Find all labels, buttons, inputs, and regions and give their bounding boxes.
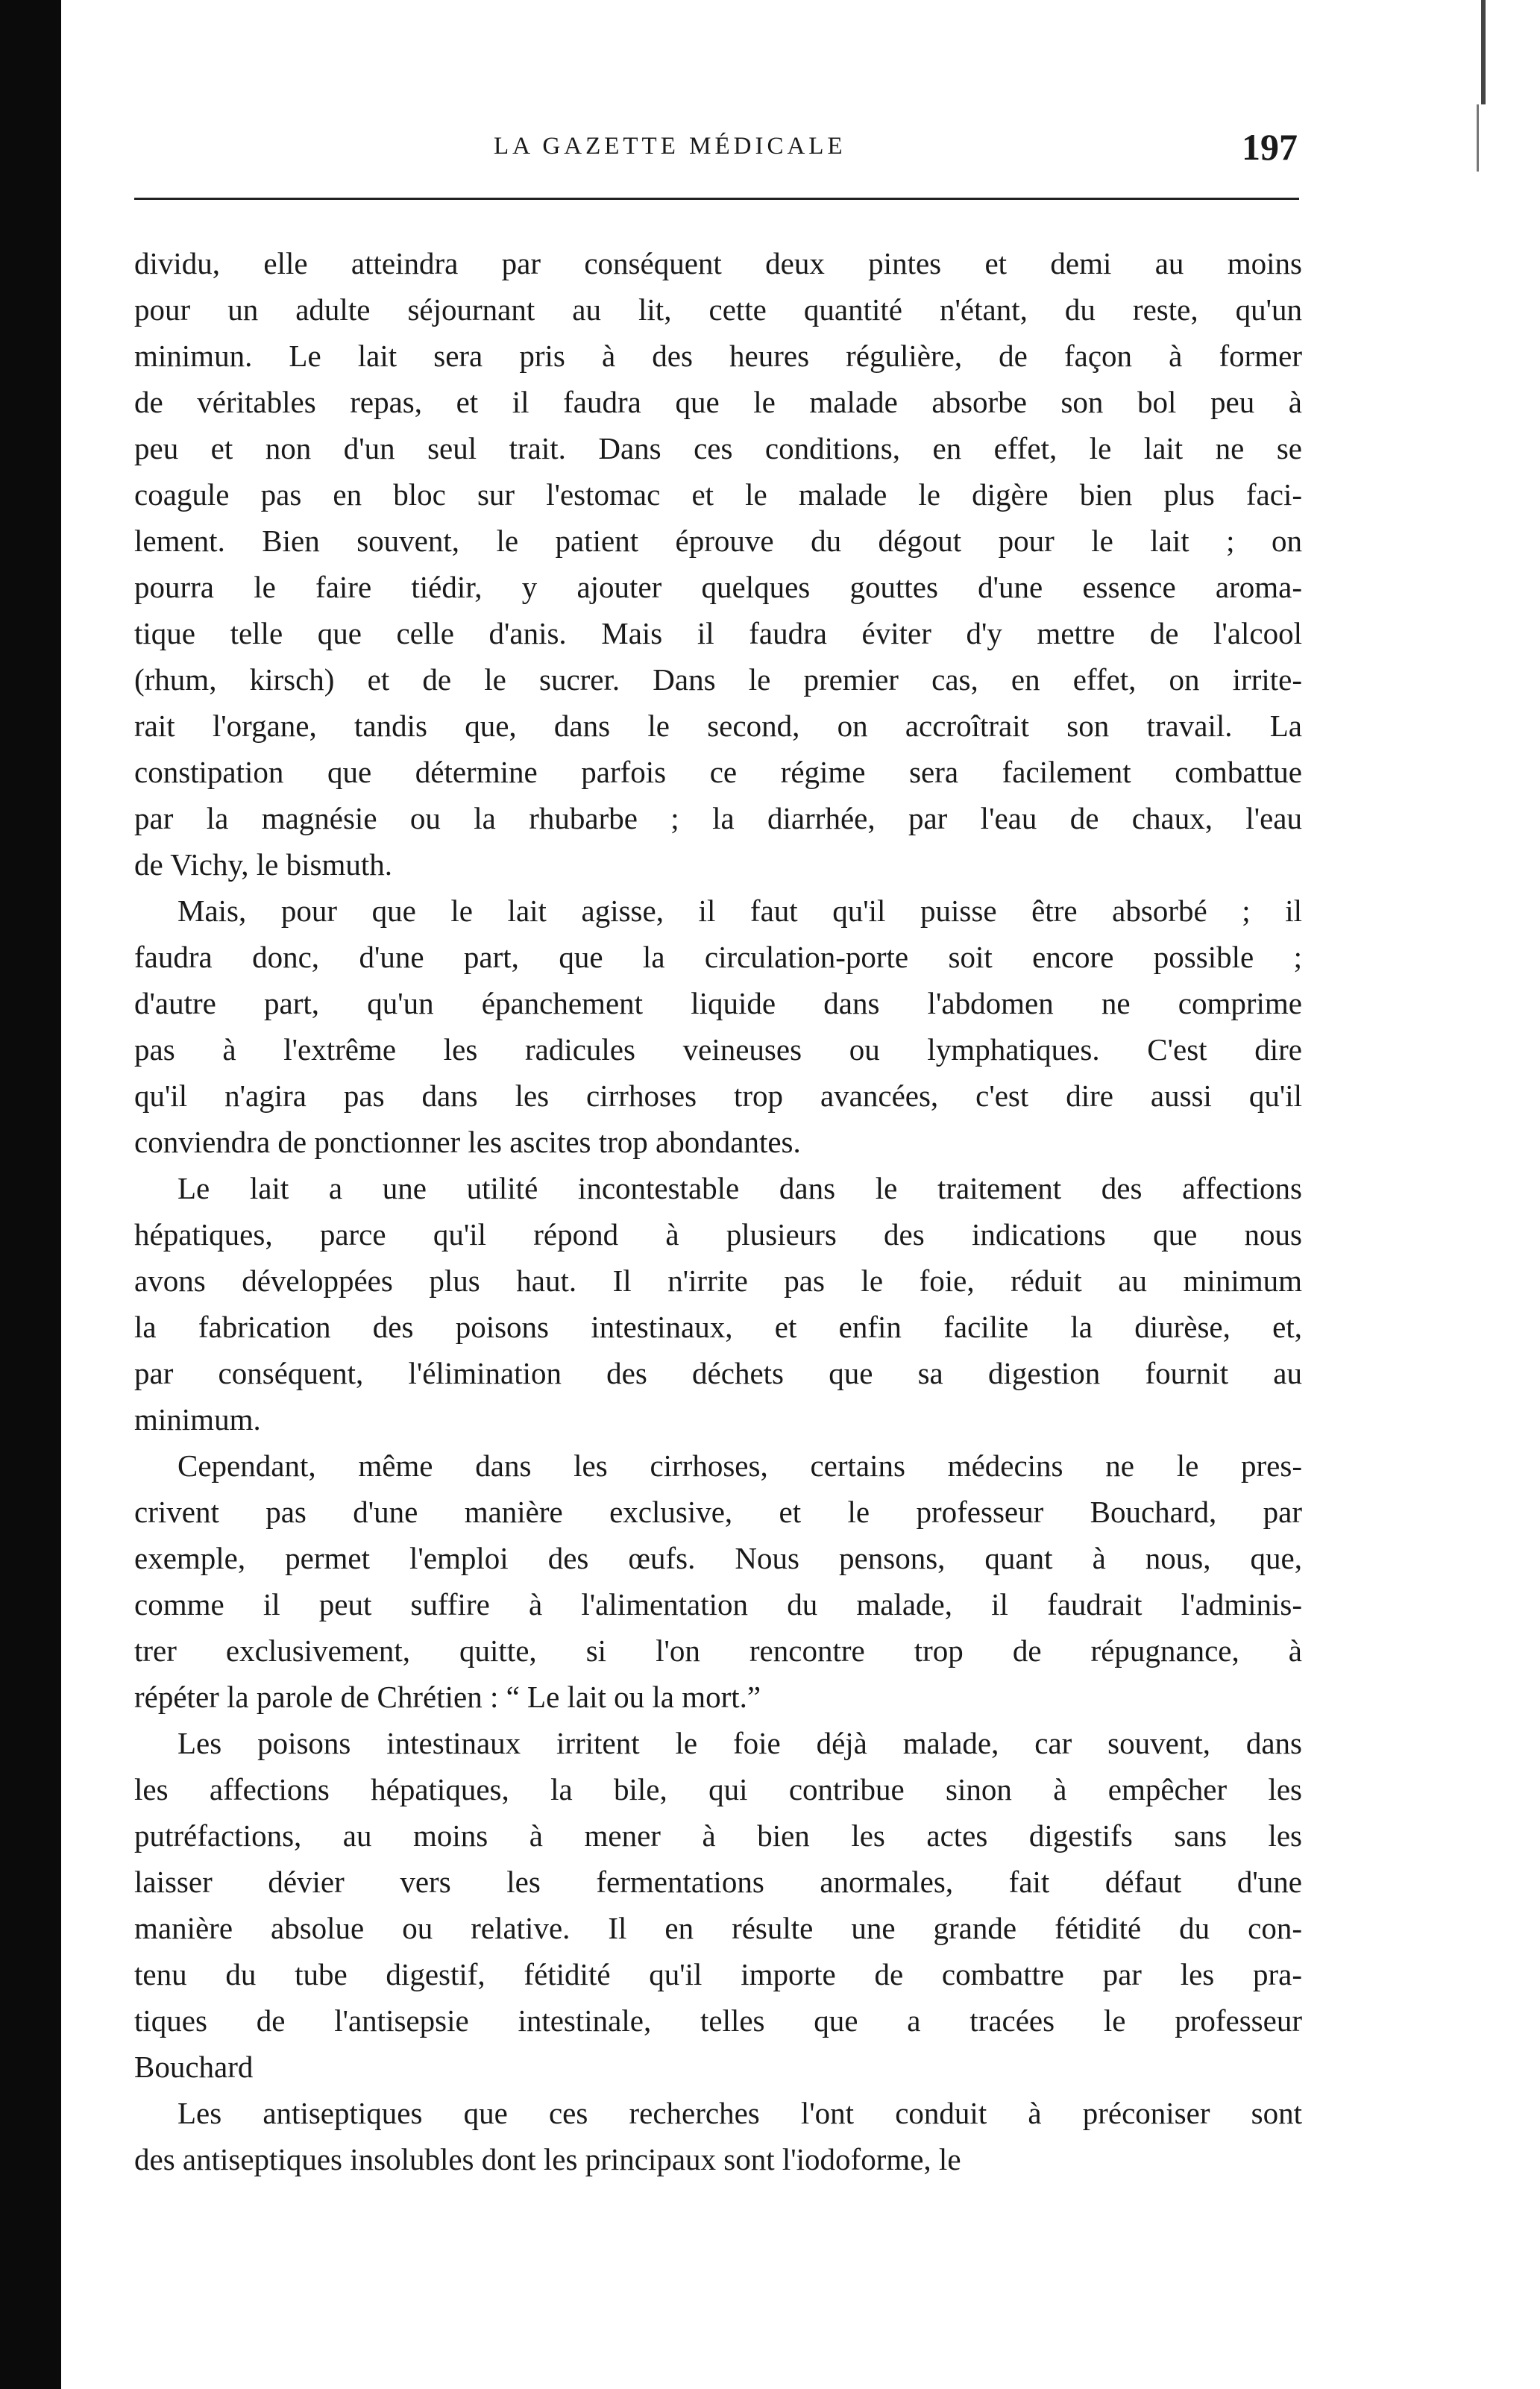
text-line: laisser dévier vers les fermentations anormales, fait défaut d'une — [134, 1865, 1302, 1899]
text-line: pour un adulte séjournant au lit, cette quantité n'étant, du reste, qu'un — [134, 292, 1302, 327]
text-line: d'autre part, qu'un épanchement liquide dans l'abdomen ne comprime — [134, 986, 1302, 1020]
header-rule — [134, 198, 1299, 200]
text-line: les affections hépatiques, la bile, qui contribue sinon à empêcher les — [134, 1772, 1302, 1806]
text-line: exemple, permet l'emploi des œufs. Nous pensons, quant à nous, que, — [134, 1541, 1302, 1575]
left-binding-edge — [0, 0, 61, 2389]
paragraph — [134, 2090, 1302, 2182]
text-line: faudra donc, d'une part, que la circulation-porte soit encore possible ; — [134, 940, 1302, 974]
text-line: putréfactions, au moins à mener à bien les actes digestifs sans les — [134, 1818, 1302, 1853]
text-line: Les poisons intestinaux irritent le foie déjà malade, car souvent, dans — [177, 1726, 1302, 1760]
text-line: minimun. Le lait sera pris à des heures régulière, de façon à former — [134, 339, 1302, 373]
text-line: de véritables repas, et il faudra que le malade absorbe son bol peu à — [134, 385, 1302, 419]
paragraph — [134, 1442, 1302, 1720]
body-text — [134, 240, 1302, 2182]
text-line: dividu, elle atteindra par conséquent deux pintes et demi au moins — [134, 246, 1302, 280]
right-edge-mark-secondary — [1477, 104, 1479, 172]
text-line: manière absolue ou relative. Il en résulte une grande fétidité du con- — [134, 1911, 1302, 1945]
text-line: crivent pas d'une manière exclusive, et le professeur Bouchard, par — [134, 1495, 1302, 1529]
page-header — [134, 126, 1298, 178]
text-line: lement. Bien souvent, le patient éprouve du dégout pour le lait ; on — [134, 524, 1302, 558]
text-line: répéter la parole de Chrétien : “ Le lait ou la mort.” — [134, 1680, 761, 1714]
text-line: rait l'organe, tandis que, dans le second, on accroîtrait son travail. La — [134, 709, 1302, 743]
text-line: comme il peut suffire à l'alimentation du malade, il faudrait l'adminis- — [134, 1587, 1302, 1622]
text-line: pourra le faire tiédir, y ajouter quelques gouttes d'une essence aroma- — [134, 570, 1302, 604]
text-line: conviendra de ponctionner les ascites trop abondantes. — [134, 1125, 801, 1159]
text-line: Mais, pour que le lait agisse, il faut qu'il puisse être absorbé ; il — [177, 894, 1302, 928]
text-line: coagule pas en bloc sur l'estomac et le malade le digère bien plus faci- — [134, 477, 1302, 512]
text-line: constipation que détermine parfois ce régime sera facilement combattue — [134, 755, 1302, 789]
paragraph — [134, 240, 1302, 888]
text-line: par conséquent, l'élimination des déchets que sa digestion fournit au — [134, 1356, 1302, 1390]
text-line: tiques de l'antisepsie intestinale, telles que a tracées le professeur — [134, 2003, 1302, 2038]
running-title: LA GAZETTE MÉDICALE — [494, 133, 846, 160]
text-line: Les antiseptiques que ces recherches l'ont conduit à préconiser sont — [177, 2096, 1302, 2130]
text-line: hépatiques, parce qu'il répond à plusieurs des indications que nous — [134, 1217, 1302, 1252]
text-line: pas à l'extrême les radicules veineuses ou lymphatiques. C'est dire — [134, 1032, 1302, 1067]
text-line: peu et non d'un seul trait. Dans ces conditions, en effet, le lait ne se — [134, 431, 1302, 465]
text-line: (rhum, kirsch) et de le sucrer. Dans le premier cas, en effet, on irrite- — [134, 662, 1302, 697]
text-line: des antiseptiques insolubles dont les principaux sont l'iodoforme, le — [134, 2142, 961, 2176]
text-line: la fabrication des poisons intestinaux, et enfin facilite la diurèse, et, — [134, 1310, 1302, 1344]
text-line: minimum. — [134, 1402, 261, 1437]
paragraph — [134, 888, 1302, 1165]
text-line: tique telle que celle d'anis. Mais il faudra éviter d'y mettre de l'alcool — [134, 616, 1302, 650]
text-line: par la magnésie ou la rhubarbe ; la diarrhée, par l'eau de chaux, l'eau — [134, 801, 1302, 835]
text-line: trer exclusivement, quitte, si l'on rencontre trop de répugnance, à — [134, 1633, 1302, 1668]
paragraph — [134, 1165, 1302, 1442]
text-line: qu'il n'agira pas dans les cirrhoses trop avancées, c'est dire aussi qu'il — [134, 1079, 1302, 1113]
text-line: tenu du tube digestif, fétidité qu'il importe de combattre par les pra- — [134, 1957, 1302, 1991]
page-number: 197 — [1242, 126, 1298, 168]
text-line: Cependant, même dans les cirrhoses, certains médecins ne le pres- — [177, 1448, 1302, 1483]
text-line: avons développées plus haut. Il n'irrite pas le foie, réduit au minimum — [134, 1263, 1302, 1298]
text-line: de Vichy, le bismuth. — [134, 847, 392, 882]
text-line: Bouchard — [134, 2050, 254, 2084]
right-edge-mark — [1481, 0, 1486, 104]
paragraph — [134, 1720, 1302, 2090]
text-line: Le lait a une utilité incontestable dans le traitement des affections — [177, 1171, 1302, 1205]
